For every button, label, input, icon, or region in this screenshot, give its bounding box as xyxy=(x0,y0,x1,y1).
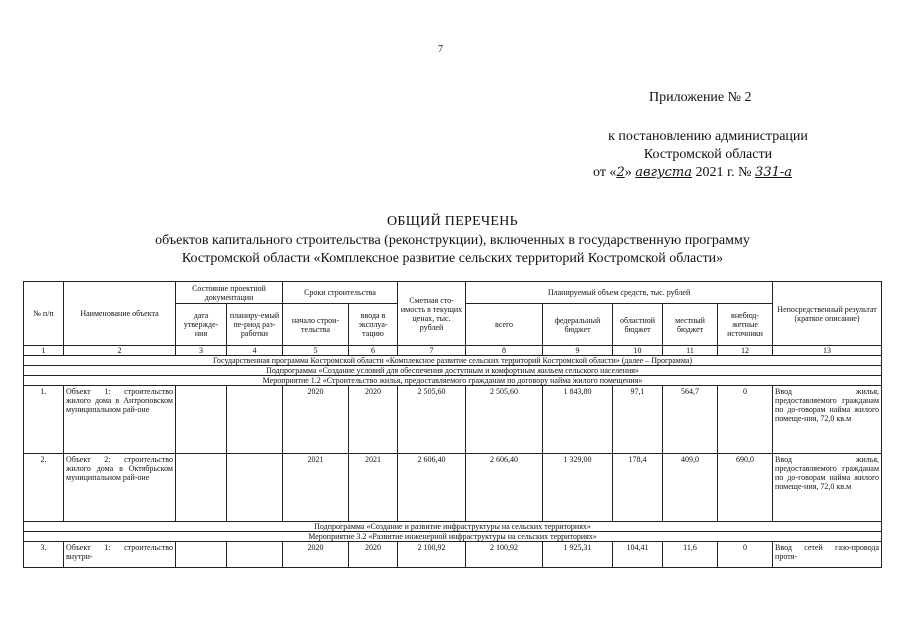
row-local: 11,6 xyxy=(663,542,718,568)
row-result: Ввод сетей газо-провода протя- xyxy=(773,542,882,568)
table-row xyxy=(24,386,882,454)
column-numbers-row xyxy=(24,346,882,356)
column-number: 11 xyxy=(663,346,718,356)
row-start-year: 2020 xyxy=(283,542,349,568)
date-mid: » xyxy=(624,165,632,180)
header-terms-start: начало строи-тельства xyxy=(283,304,349,346)
row-commission-year: 2020 xyxy=(349,386,398,454)
row-estimate: 2 505,60 xyxy=(398,386,466,454)
page-number: 7 xyxy=(438,44,443,55)
measure-row: Мероприятие 1.2 «Строительство жилья, предоставляемого гражданам по договору найма жилого помещения» xyxy=(24,376,882,386)
header-design-group: Состояние проектной документации xyxy=(176,282,283,304)
objects-table xyxy=(23,281,882,568)
header-terms-commission: ввода в эксплуа-тацию xyxy=(349,304,398,346)
row-object-name: Объект 1: строительство жилого дома в Антроповском муниципальном рай-оне xyxy=(64,386,176,454)
row-total: 2 100,92 xyxy=(466,542,543,568)
row-local: 564,7 xyxy=(663,386,718,454)
row-extra: 0 xyxy=(718,386,773,454)
row-estimate: 2 606,40 xyxy=(398,454,466,522)
header-name: Наименование объекта xyxy=(64,282,176,346)
header-design-date: дата утвержде-ния xyxy=(176,304,227,346)
column-number: 9 xyxy=(543,346,613,356)
row-result: Ввод жилья, предоставляемого гражданам по до-говорам найма жилого помеще-ния, 72,0 кв.м xyxy=(773,454,882,522)
date-year: 2021 г. № xyxy=(695,165,752,180)
row-total: 2 505,60 xyxy=(466,386,543,454)
column-number: 2 xyxy=(64,346,176,356)
header-funds-total: всего xyxy=(466,304,543,346)
row-start-year: 2020 xyxy=(283,386,349,454)
header-result: Непосредственный результат (краткое описание) xyxy=(773,282,882,346)
row-local: 409,0 xyxy=(663,454,718,522)
row-num: 3. xyxy=(24,542,64,568)
column-number: 8 xyxy=(466,346,543,356)
row-commission-year: 2020 xyxy=(349,542,398,568)
document-subtitle xyxy=(0,232,905,268)
table-row xyxy=(24,454,882,522)
header-estimate: Сметная сто-имость в текущих ценах, тыс. рублей xyxy=(398,282,466,346)
row-start-year: 2021 xyxy=(283,454,349,522)
document-title: ОБЩИЙ ПЕРЕЧЕНЬ xyxy=(387,214,518,229)
appendix-title: Приложение № 2 xyxy=(649,90,752,105)
row-object-name: Объект 1: строительство внутри- xyxy=(64,542,176,568)
row-total: 2 606,40 xyxy=(466,454,543,522)
row-extra: 690,0 xyxy=(718,454,773,522)
row-design-date xyxy=(176,386,227,454)
row-federal: 1 925,31 xyxy=(543,542,613,568)
column-number: 6 xyxy=(349,346,398,356)
column-number: 4 xyxy=(227,346,283,356)
row-num: 2. xyxy=(24,454,64,522)
decree-date xyxy=(593,165,792,181)
row-design-planned xyxy=(227,454,283,522)
row-estimate: 2 100,92 xyxy=(398,542,466,568)
row-regional: 178,4 xyxy=(613,454,663,522)
column-number: 5 xyxy=(283,346,349,356)
column-number: 10 xyxy=(613,346,663,356)
header-design-planned: планиру-емый пе-риод раз-работки xyxy=(227,304,283,346)
row-commission-year: 2021 xyxy=(349,454,398,522)
table-row xyxy=(24,542,882,568)
column-number: 13 xyxy=(773,346,882,356)
row-design-date xyxy=(176,542,227,568)
column-number: 7 xyxy=(398,346,466,356)
date-day: 2 xyxy=(616,165,625,180)
column-number: 12 xyxy=(718,346,773,356)
subprogram-row: Подпрограмма «Создание и развитие инфраструктуры на сельских территориях» xyxy=(24,522,882,532)
row-federal: 1 329,00 xyxy=(543,454,613,522)
row-regional: 104,41 xyxy=(613,542,663,568)
row-object-name: Объект 2: строительство жилого дома в Октябрьском муниципальном рай-оне xyxy=(64,454,176,522)
column-number: 3 xyxy=(176,346,227,356)
row-design-planned xyxy=(227,386,283,454)
header-funds-federal: федеральный бюджет xyxy=(543,304,613,346)
decree-line-1: к постановлению администрации xyxy=(608,129,808,144)
column-number: 1 xyxy=(24,346,64,356)
row-result: Ввод жилья, предоставляемого гражданам по до-говорам найма жилого помеще-ния, 72,0 кв.м xyxy=(773,386,882,454)
subprogram-row: Подпрограмма «Создание условий для обеспечения доступным и комфортным жильем сельского населения» xyxy=(24,366,882,376)
header-terms-group: Сроки строительства xyxy=(283,282,398,304)
row-federal: 1 843,80 xyxy=(543,386,613,454)
row-design-planned xyxy=(227,542,283,568)
measure-row: Мероприятие 3.2 «Развитие инженерной инфраструктуры на сельских территориях» xyxy=(24,532,882,542)
header-funds-regional: областной бюджет xyxy=(613,304,663,346)
header-num: № п/п xyxy=(24,282,64,346)
decree-line-2: Костромской области xyxy=(643,147,773,162)
row-regional: 97,1 xyxy=(613,386,663,454)
date-month: августа xyxy=(635,165,693,180)
row-num: 1. xyxy=(24,386,64,454)
row-extra: 0 xyxy=(718,542,773,568)
header-funds-local: местный бюджет xyxy=(663,304,718,346)
decree-reference xyxy=(596,128,820,164)
decree-number: 331-а xyxy=(755,165,793,180)
subtitle-line-2: Костромской области «Комплексное развитие сельских территорий Костромской области» xyxy=(181,251,724,266)
date-prefix: от « xyxy=(593,165,617,180)
row-design-date xyxy=(176,454,227,522)
program-row: Государственная программа Костромской области «Комплексное развитие сельских территорий Костромской области» (далее – Программа) xyxy=(24,356,882,366)
subtitle-line-1: объектов капитального строительства (реконструкции), включенных в государственную программу xyxy=(155,233,750,248)
header-funds-group: Планируемый объем средств, тыс. рублей xyxy=(466,282,773,304)
header-funds-extra: внебюд-жетные источники xyxy=(718,304,773,346)
